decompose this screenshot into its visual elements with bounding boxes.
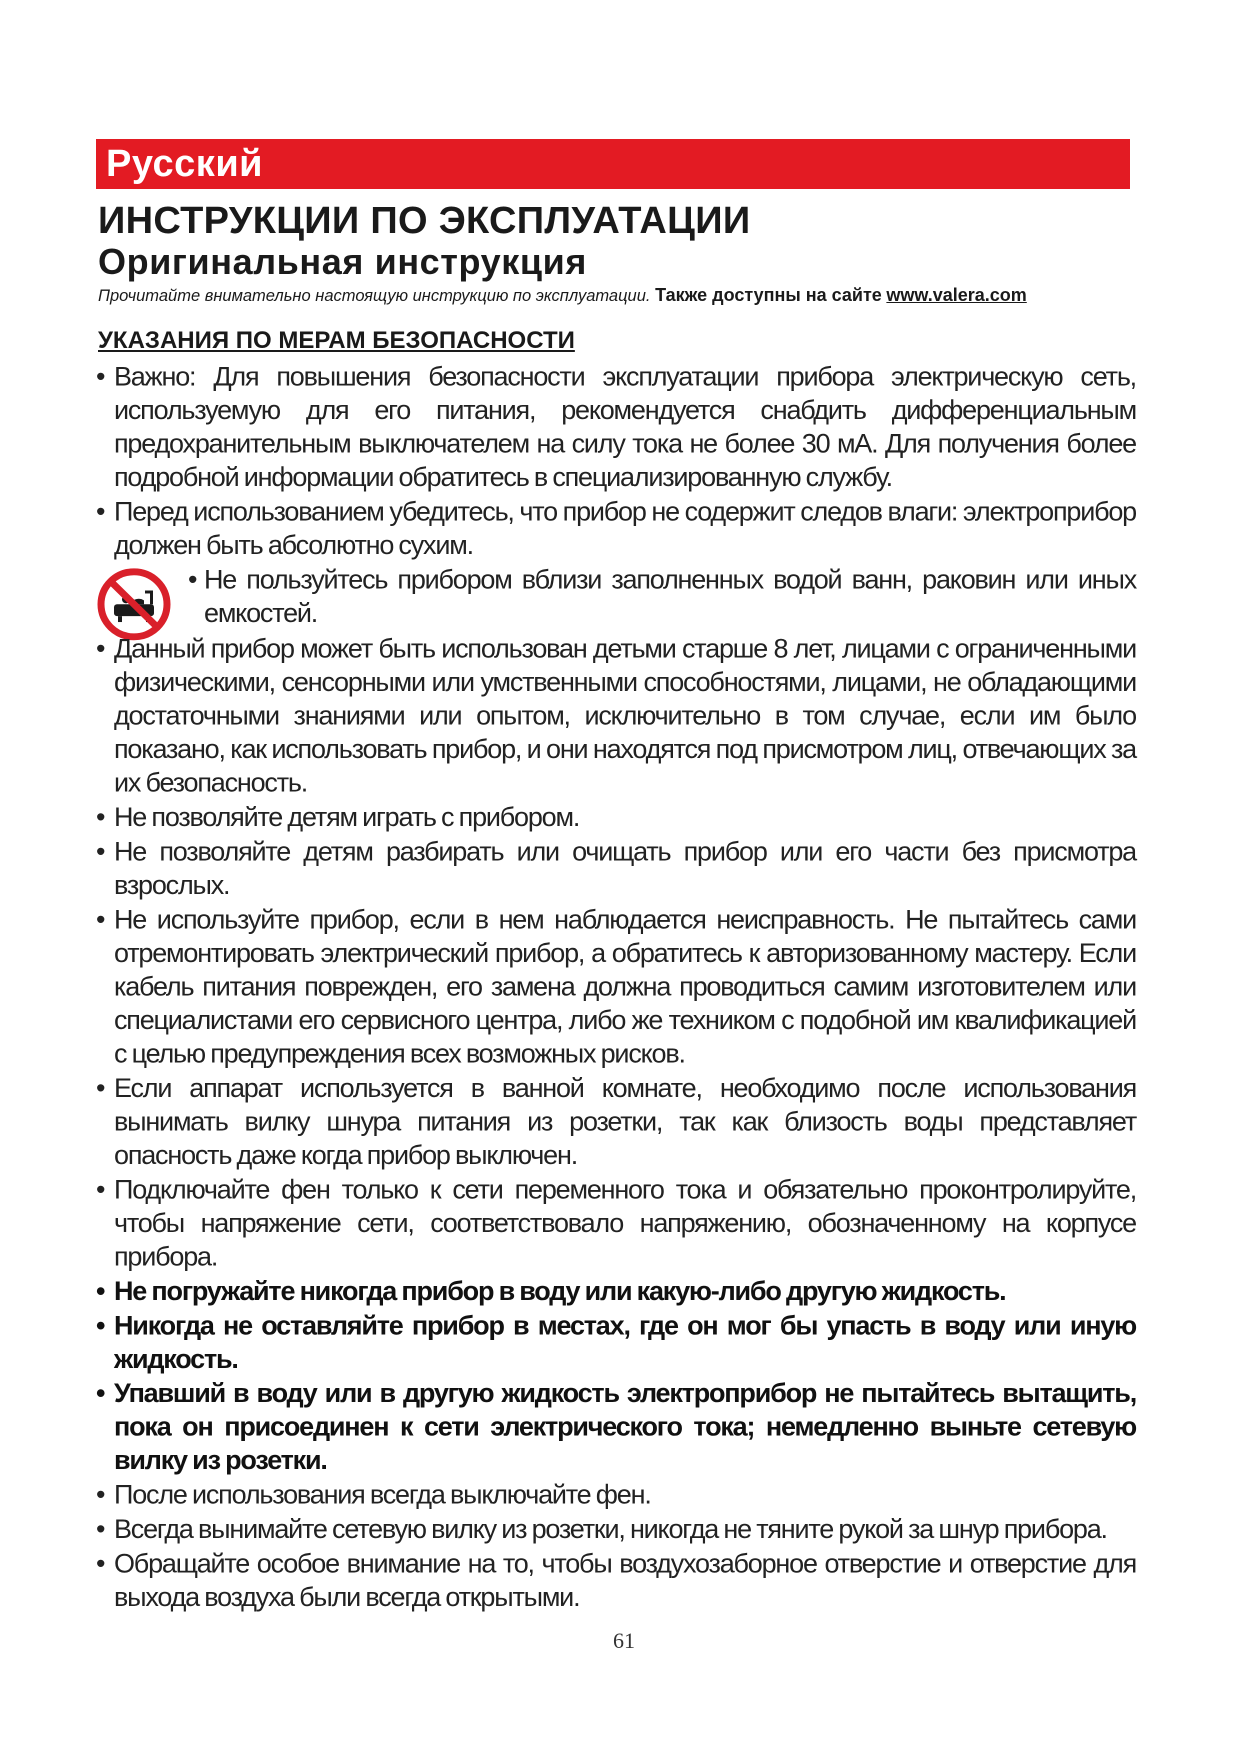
safety-item-fallen: • Упавший в воду или в другую жидкость электроприбор не пытайтесь вытащить, пока он присоединен к сети электрического тока; немедленно выньте сетевую вилку из розетки. [96,1377,1136,1477]
safety-item-bath-text: Не пользуйтесь прибором вблизи заполненных водой ванн, раковин или иных емкостей. [204,564,1136,628]
safety-item-switch-off: • После использования всегда выключайте фен. [96,1478,1136,1511]
read-note-line [98,284,1138,307]
safety-item-voltage: • Подключайте фен только к сети переменного тока и обязательно проконтролируйте, чтобы напряжение сети, соответствовало напряжению, обозначенному на корпусе прибора. [96,1173,1136,1273]
no-bath-icon [96,567,172,642]
safety-item-placement: • Никогда не оставляйте прибор в местах, где он мог бы упасть в воду или иную жидкость. [96,1309,1136,1376]
safety-item-bath [96,563,1136,632]
page-subtitle: Оригинальная инструкция [98,241,587,282]
safety-item-children-play: • Не позволяйте детям играть с прибором. [96,800,1136,833]
safety-item-rcd: • Важно: Для повышения безопасности эксплуатации прибора электрическую сеть, используемую для его питания, рекомендуется снабдить дифференциальным предохранительным выключателем на силу тока не более 30 мА. Для получения более подробной информации обратитесь в специализированную службу. [96,360,1136,494]
safety-item-unplug: • Всегда вынимайте сетевую вилку из розетки, никогда не тяните рукой за шнур прибора. [96,1513,1136,1546]
language-banner [96,139,1130,189]
safety-item-immerse: • Не погружайте никогда прибор в воду или какую-либо другую жидкость. [96,1274,1136,1307]
available-note: Также доступны на сайте [655,285,882,305]
safety-heading: УКАЗАНИЯ ПО МЕРАМ БЕЗОПАСНОСТИ [98,327,575,354]
page-number: 61 [613,1628,635,1653]
safety-item-bathroom: • Если аппарат используется в ванной комнате, необходимо после использования вынимать вилку шнура питания из розетки, так как близость воды представляет опасность даже когда прибор выключен. [96,1071,1136,1171]
safety-item-children-age: • Данный прибор может быть использован детьми старше 8 лет, лицами с ограниченными физическими, сенсорными или умственными способностями, лицами, не обладающими достаточными знаниями или опытом, исключительно в том случае, если им было показано, как использовать прибор, и они находятся под присмотром лиц, отвечающих за их безопасность. [96,632,1136,799]
safety-item-dry: • Перед использованием убедитесь, что прибор не содержит следов влаги: электроприбор должен быть абсолютно сухим. [96,495,1136,562]
safety-item-airflow: • Обращайте особое внимание на то, чтобы воздухозаборное отверстие и отверстие для выхода воздуха были всегда открытыми. [96,1547,1136,1614]
safety-item-children-clean: • Не позволяйте детям разбирать или очищать прибор или его части без присмотра взрослых. [96,835,1136,902]
website-link[interactable]: www.valera.com [886,285,1027,305]
safety-item-malfunction: • Не используйте прибор, если в нем наблюдается неисправность. Не пытайтесь сами отремонтировать электрический прибор, а обратитесь к авторизованному мастеру. Если кабель питания поврежден, его замена должна проводиться самим изготовителем или специалистами его сервисного центра, либо же техником с подобной им квалификацией с целью предупреждения всех возможных рисков. [96,903,1136,1070]
language-label: Русский [106,143,264,185]
safety-list [96,360,1136,1615]
read-note: Прочитайте внимательно настоящую инструкцию по эксплуатации. [98,287,651,305]
page-title: ИНСТРУКЦИИ ПО ЭКСПЛУАТАЦИИ [98,200,751,242]
